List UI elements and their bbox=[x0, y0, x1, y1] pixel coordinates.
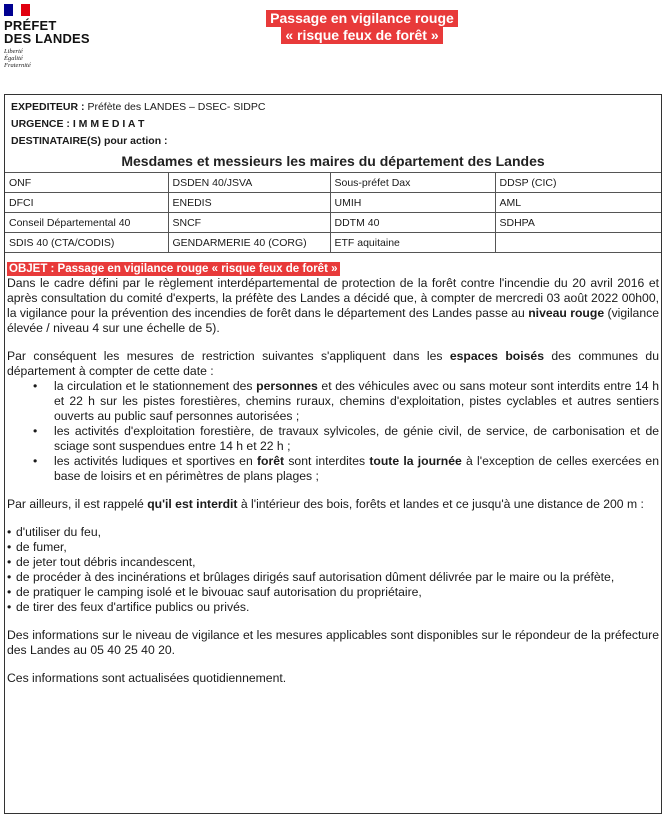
prohibitions-list bbox=[7, 525, 659, 615]
text: à l'exception de celles exercées en base de loisirs et en périmètres de plans plages ; bbox=[54, 454, 659, 483]
table-cell: ENEDIS bbox=[168, 193, 330, 213]
motto-fraternite: Fraternité bbox=[4, 62, 31, 69]
table-cell: SNCF bbox=[168, 213, 330, 233]
table-row bbox=[5, 213, 661, 233]
emphasis: qu'il est interdit bbox=[147, 497, 238, 511]
prefecture-logo bbox=[4, 4, 114, 69]
list-item: • d'utiliser du feu, bbox=[7, 525, 659, 540]
text: et des véhicules avec ou sans moteur sont interdits entre 14 h et 22 h sur les pistes forestières, chemins ruraux, chemins d'exploitation, pistes cyclables et autres sentiers ouverts au public sauf personnes autorisées ; bbox=[54, 379, 659, 423]
expediteur-value: Préfète des LANDES – DSEC- SIDPC bbox=[87, 101, 266, 113]
list-item: • les activités d'exploitation forestière, de travaux sylvicoles, de génie civil, de service, de carbonisation et de sciage sont suspendues entre 14 h et 22 h ; bbox=[33, 424, 659, 454]
text: sont interdites bbox=[284, 454, 370, 468]
paragraph-1 bbox=[7, 276, 659, 336]
expediteur-label: EXPEDITEUR : bbox=[11, 101, 85, 113]
table-cell: DDTM 40 bbox=[330, 213, 495, 233]
text: (vigilance élevée / niveau 4 sur une échelle de 5). bbox=[7, 306, 659, 335]
text: à l'intérieur des bois, forêts et landes et ce jusqu'à une distance de 200 m : bbox=[237, 497, 644, 511]
logo-line-1: PRÉFET bbox=[4, 18, 57, 33]
table-cell bbox=[495, 233, 661, 253]
text: Par conséquent les mesures de restriction suivantes s'appliquent dans les bbox=[7, 349, 450, 363]
paragraph-3 bbox=[7, 497, 659, 512]
table-cell: Sous-préfet Dax bbox=[330, 173, 495, 193]
list-item: • de jeter tout débris incandescent, bbox=[7, 555, 659, 570]
table-cell: Conseil Départemental 40 bbox=[5, 213, 168, 233]
emphasis: forêt bbox=[256, 454, 285, 468]
french-flag-icon bbox=[4, 4, 30, 16]
text: Dans le cadre défini par le règlement interdépartemental de protection de la forêt contre l'incendie du 20 avril 2016 et après consultation du comité d'experts, la préfète des Landes a décidé que, à compter de mercredi 03 août 2022 00h00, la vigilance pour la prévention des incendies de forêt dans le département des Landes passe au bbox=[7, 276, 659, 320]
emphasis: personnes bbox=[256, 379, 318, 393]
logo-line-2: DES LANDES bbox=[4, 31, 90, 46]
measures-list bbox=[7, 379, 659, 484]
destinataires-label: DESTINATAIRE(S) pour action : bbox=[11, 135, 168, 147]
addressees-title: Mesdames et messieurs les maires du département des Landes bbox=[121, 153, 545, 169]
table-cell: SDIS 40 (CTA/CODIS) bbox=[5, 233, 168, 253]
message-frame bbox=[4, 94, 662, 814]
list-item bbox=[33, 454, 659, 484]
banner-line-2: « risque feux de forêt » bbox=[281, 27, 442, 44]
paragraph-4: Des informations sur le niveau de vigilance et les mesures applicables sont disponibles sur le répondeur de la préfecture des Landes au 05 40 25 40 20. bbox=[7, 628, 659, 657]
emphasis: niveau rouge bbox=[528, 306, 605, 320]
text: la circulation et le stationnement des bbox=[54, 379, 257, 393]
list-item: • de pratiquer le camping isolé et le bivouac sauf autorisation du propriétaire, bbox=[7, 585, 659, 600]
table-row bbox=[5, 173, 661, 193]
recipients-table bbox=[5, 172, 661, 253]
table-row bbox=[5, 233, 661, 253]
header-block bbox=[5, 95, 661, 150]
table-cell: ETF aquitaine bbox=[330, 233, 495, 253]
table-cell: GENDARMERIE 40 (CORG) bbox=[168, 233, 330, 253]
table-cell: DSDEN 40/JSVA bbox=[168, 173, 330, 193]
list-item: • de tirer des feux d'artifice publics ou privés. bbox=[7, 600, 659, 615]
text: des communes du département à compter de cette date : bbox=[7, 349, 659, 378]
alert-banner bbox=[251, 10, 473, 44]
motto-egalite: Égalité bbox=[4, 55, 23, 62]
urgence-label: URGENCE : I M M E D I A T bbox=[11, 118, 145, 130]
objet-heading: OBJET : Passage en vigilance rouge « risque feux de forêt » bbox=[9, 263, 338, 275]
paragraph-5: Ces informations sont actualisées quotidiennement. bbox=[7, 671, 287, 685]
motto-liberte: Liberté bbox=[4, 48, 23, 55]
table-cell: DFCI bbox=[5, 193, 168, 213]
list-item bbox=[33, 379, 659, 424]
emphasis: toute la journée bbox=[369, 454, 462, 468]
table-cell: ONF bbox=[5, 173, 168, 193]
table-cell: DDSP (CIC) bbox=[495, 173, 661, 193]
table-cell: UMIH bbox=[330, 193, 495, 213]
table-row bbox=[5, 193, 661, 213]
text: Par ailleurs, il est rappelé bbox=[7, 497, 148, 511]
list-item: • de fumer, bbox=[7, 540, 659, 555]
message-body bbox=[5, 253, 661, 686]
paragraph-2 bbox=[7, 349, 659, 379]
banner-line-1: Passage en vigilance rouge bbox=[266, 10, 458, 27]
list-item: • de procéder à des incinérations et brûlages dirigés sauf autorisation dûment délivrée par le maire ou la préfète, bbox=[7, 570, 659, 585]
emphasis: espaces boisés bbox=[449, 349, 544, 363]
table-cell: SDHPA bbox=[495, 213, 661, 233]
text: les activités ludiques et sportives en bbox=[54, 454, 257, 468]
table-cell: AML bbox=[495, 193, 661, 213]
